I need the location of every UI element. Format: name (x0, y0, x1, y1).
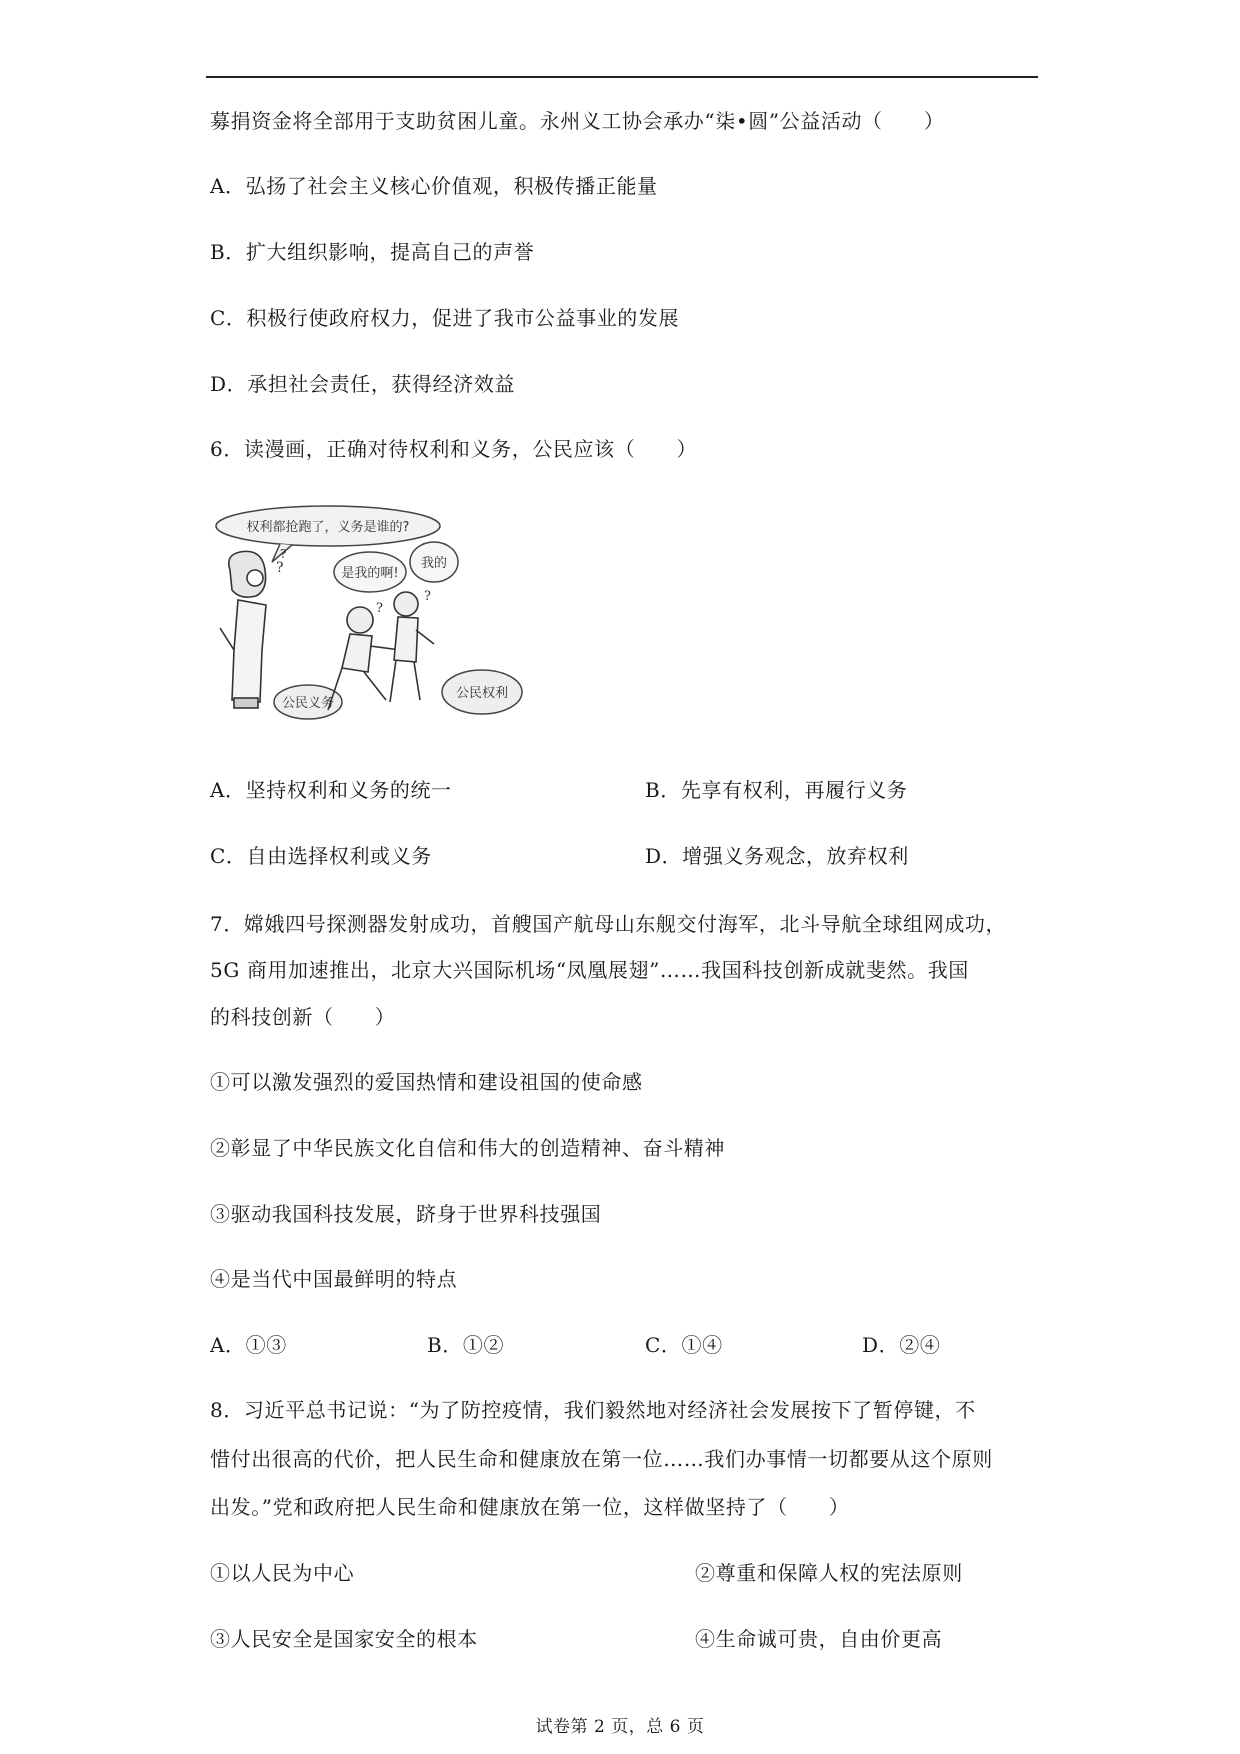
bubble-left-text: 是我的啊! (341, 566, 399, 581)
q7-stem-line-2: 5G 商用加速推出，北京大兴国际机场“凤凰展翅”……我国科技创新成就斐然。我国 (210, 958, 969, 982)
rights-duties-cartoon (210, 500, 540, 735)
q7-option-b: B．①② (427, 1333, 505, 1357)
q7-stem-line-3: 的科技创新（ ） (210, 1005, 396, 1029)
cartoon-illustration (210, 500, 540, 735)
q6-option-d: D．增强义务观念，放弃权利 (645, 844, 909, 868)
q8-stem-line-2: 惜付出很高的代价，把人民生命和健康放在第一位……我们办事情一切都要从这个原则 (210, 1447, 993, 1471)
svg-text:?: ? (276, 560, 284, 576)
q6-option-c: C．自由选择权利或义务 (210, 844, 432, 868)
q6-option-a: A．坚持权利和义务的统一 (210, 778, 452, 802)
q7-stem-line-1: 7．嫦娥四号探测器发射成功，首艘国产航母山东舰交付海军，北斗导航全球组网成功， (210, 912, 1007, 936)
page-footer: 试卷第 2 页，总 6 页 (535, 1717, 705, 1737)
q7-statement-1: ①可以激发强烈的爱国热情和建设祖国的使命感 (210, 1070, 643, 1094)
q8-statement-3: ③人民安全是国家安全的根本 (210, 1627, 478, 1651)
q5-option-a: A．弘扬了社会主义核心价值观，积极传播正能量 (210, 174, 658, 198)
runner-figure-right (390, 589, 434, 702)
q5-option-c: C．积极行使政府权力，促进了我市公益事业的发展 (210, 306, 680, 330)
woman-figure (220, 547, 286, 708)
header-rule (206, 76, 1038, 78)
q7-option-c: C．①④ (645, 1333, 723, 1357)
top-bubble-text: 权利都抢跑了，义务是谁的? (246, 520, 410, 535)
duty-tag-text: 公民义务 (281, 696, 335, 711)
q7-statement-3: ③驱动我国科技发展，跻身于世界科技强国 (210, 1202, 602, 1226)
svg-text:?: ? (376, 601, 383, 616)
q5-stem-tail: 募捐资金将全部用于支助贫困儿童。永州义工协会承办“柒•圆”公益活动（ ） (210, 109, 945, 133)
bubble-right-text: 我的 (420, 556, 448, 571)
q5-option-d: D．承担社会责任，获得经济效益 (210, 372, 516, 396)
q7-option-a: A．①③ (210, 1333, 287, 1357)
q6-option-b: B．先享有权利，再履行义务 (645, 778, 908, 802)
q7-statement-2: ②彰显了中华民族文化自信和伟大的创造精神、奋斗精神 (210, 1136, 725, 1160)
svg-text:?: ? (424, 589, 431, 604)
q8-statement-2: ②尊重和保障人权的宪法原则 (695, 1561, 963, 1585)
svg-text:?: ? (280, 547, 287, 561)
q8-stem-line-3: 出发。”党和政府把人民生命和健康放在第一位，这样做坚持了（ ） (210, 1495, 850, 1519)
q8-statement-4: ④生命诚可贵，自由价更高 (695, 1627, 943, 1651)
q8-stem-line-1: 8．习近平总书记说：“为了防控疫情，我们毅然地对经济社会发展按下了暂停键，不 (210, 1398, 976, 1422)
q6-stem: 6．读漫画，正确对待权利和义务，公民应该（ ） (210, 437, 698, 461)
q5-option-b: B．扩大组织影响，提高自己的声誉 (210, 240, 535, 264)
right-tag-text: 公民权利 (455, 686, 509, 701)
q7-statement-4: ④是当代中国最鲜明的特点 (210, 1267, 458, 1291)
q8-statement-1: ①以人民为中心 (210, 1561, 355, 1585)
q7-option-d: D．②④ (862, 1333, 941, 1357)
